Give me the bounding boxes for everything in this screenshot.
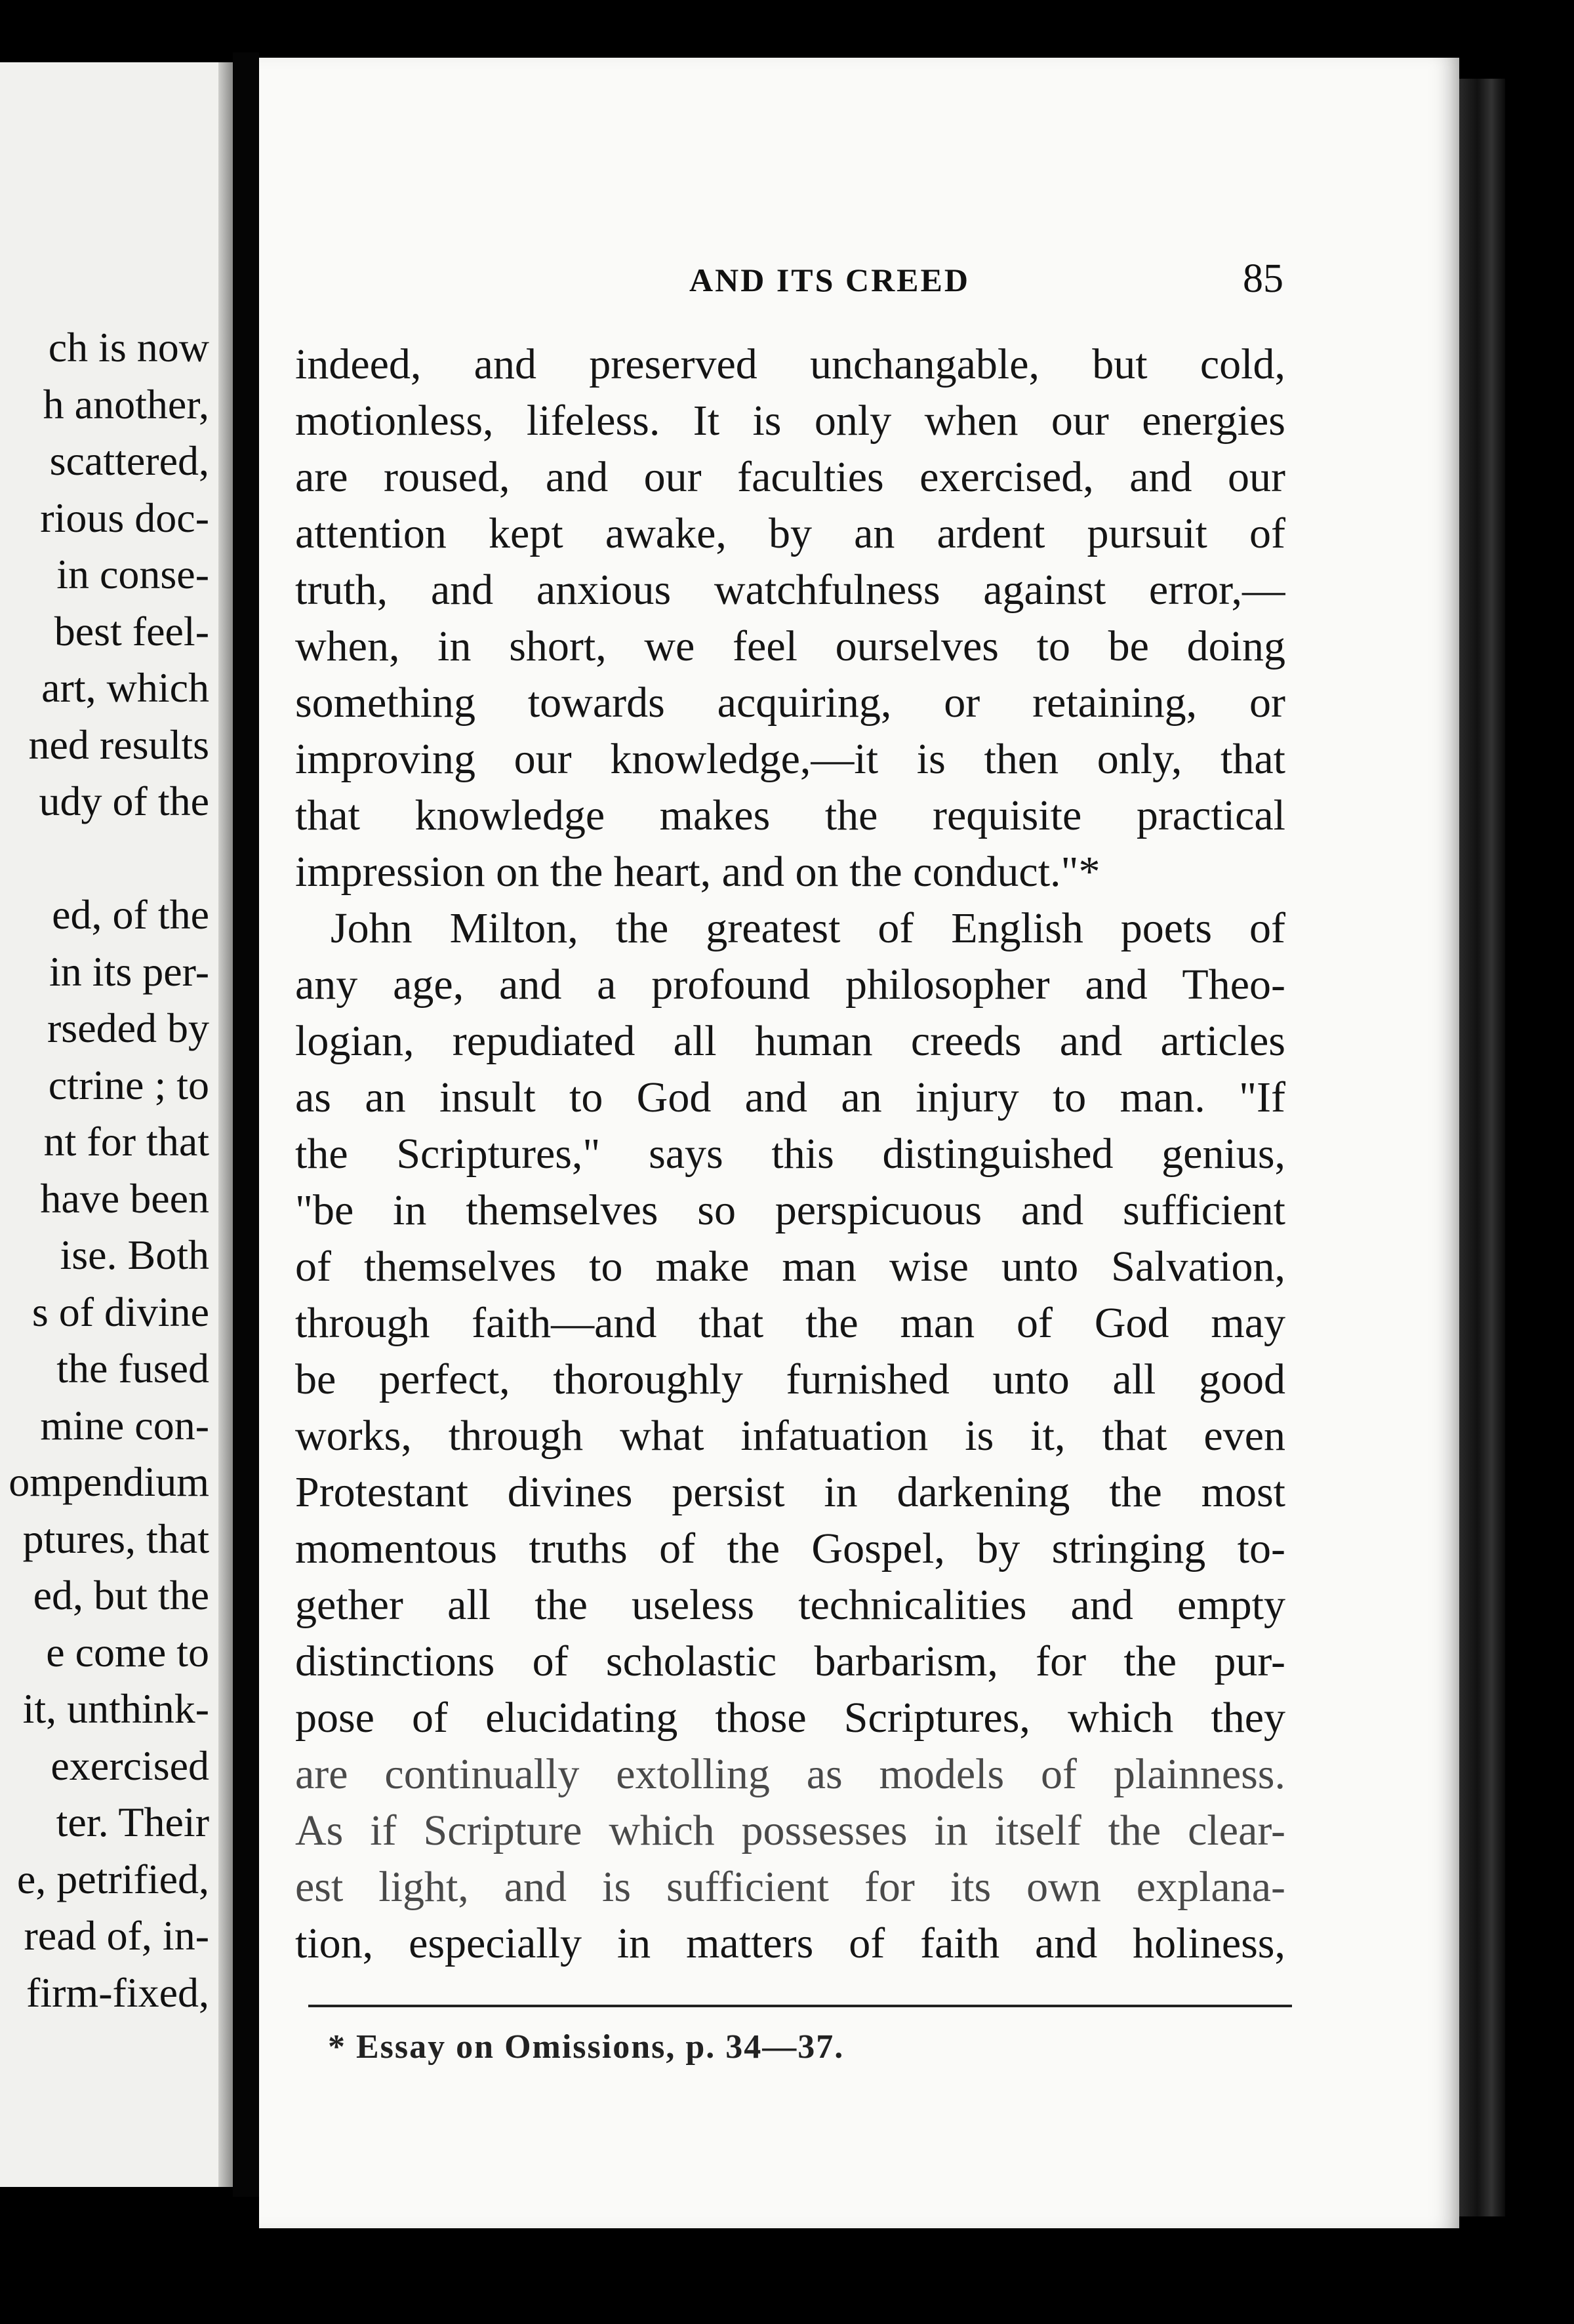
left-page-line: have been	[40, 1174, 209, 1222]
text-line: are roused, and our faculties exercised, and our	[295, 453, 1285, 501]
text-line: pose of elucidating those Scriptures, which they	[295, 1694, 1285, 1742]
left-page-line: e come to	[46, 1628, 209, 1675]
text-line: truth, and anxious watchfulness against error,—	[295, 566, 1285, 614]
text-line: that knowledge makes the requisite practical	[295, 791, 1285, 839]
text-line: when, in short, we feel ourselves to be doing	[295, 622, 1285, 670]
text-line: Protestant divines persist in darkening the most	[295, 1468, 1285, 1516]
text-line: momentous truths of the Gospel, by stringing to-	[295, 1525, 1285, 1573]
book-spine-shadow	[233, 52, 259, 2197]
text-line: through faith—and that the man of God may	[295, 1299, 1285, 1347]
left-page-line: ned results	[28, 721, 209, 768]
text-line: works, through what infatuation is it, that even	[295, 1412, 1285, 1460]
text-line: distinctions of scholastic barbarism, for the pur-	[295, 1637, 1285, 1685]
left-page-line: s of divine	[31, 1288, 209, 1335]
text-line: something towards acquiring, or retaining, or	[295, 679, 1285, 727]
left-page-line: ptures, that	[22, 1515, 209, 1562]
body-text	[295, 336, 1285, 1972]
text-line: attention kept awake, by an ardent pursuit of	[295, 510, 1285, 557]
left-facing-page	[0, 62, 233, 2187]
text-line: be perfect, thoroughly furnished unto all good	[295, 1355, 1285, 1403]
footnote-rule	[308, 2005, 1292, 2007]
text-line: of themselves to make man wise unto Salvation,	[295, 1243, 1285, 1291]
text-line: impression on the heart, and on the conduct."*	[295, 848, 1100, 896]
left-page-line: in its per-	[49, 948, 209, 995]
text-line: As if Scripture which possesses in itself the clear-	[295, 1807, 1285, 1854]
text-line: are continually extolling as models of plainness.	[295, 1750, 1285, 1798]
left-page-line: scattered,	[49, 437, 209, 484]
footnote: * Essay on Omissions, p. 34—37.	[328, 2028, 845, 2066]
left-page-line: e, petrified,	[16, 1855, 209, 1902]
text-line: indeed, and preserved unchangable, but cold,	[295, 340, 1285, 388]
text-line: John Milton, the greatest of English poets of	[331, 904, 1285, 952]
text-line: any age, and a profound philosopher and Theo-	[295, 961, 1285, 1009]
left-page-line: ed, but the	[33, 1572, 209, 1618]
text-line: gether all the useless technicalities and empty	[295, 1581, 1285, 1629]
text-line: tion, especially in matters of faith and holiness,	[295, 1919, 1285, 1967]
running-head: AND ITS CREED	[689, 262, 970, 298]
text-line: est light, and is sufficient for its own explana-	[295, 1863, 1285, 1911]
left-page-line: h another,	[43, 380, 209, 428]
text-line: motionless, lifeless. It is only when our energies	[295, 397, 1285, 445]
text-line: the Scriptures," says this distinguished genius,	[295, 1130, 1285, 1178]
left-page-line: the fused	[56, 1345, 209, 1392]
left-page-line: nt for that	[43, 1118, 209, 1165]
left-page-line: firm-fixed,	[26, 1969, 209, 2016]
left-page-line: read of, in-	[24, 1912, 209, 1959]
left-page-line: rseded by	[47, 1005, 209, 1051]
left-page-line: udy of the	[39, 778, 209, 824]
text-line: improving our knowledge,—it is then only, that	[295, 735, 1285, 783]
left-page-line: ompendium	[9, 1458, 209, 1505]
text-line: as an insult to God and an injury to man. "If	[295, 1073, 1285, 1121]
left-page-line: ch is now	[48, 324, 209, 371]
left-page-line: exercised	[50, 1742, 209, 1789]
page-number: 85	[1243, 256, 1283, 301]
text-line: logian, repudiated all human creeds and articles	[295, 1017, 1285, 1065]
left-page-line: ctrine ; to	[48, 1061, 209, 1108]
left-page-line: in conse-	[56, 551, 209, 597]
left-page-line: art, which	[41, 664, 209, 711]
left-page-line: ed, of the	[52, 891, 209, 938]
left-page-line: ter. Their	[56, 1799, 209, 1845]
left-page-gutter-shadow	[218, 62, 233, 2187]
left-page-line: best feel-	[54, 607, 209, 654]
left-page-line: rious doc-	[40, 494, 209, 541]
left-page-line: mine con-	[40, 1401, 209, 1449]
left-page-line: ise. Both	[60, 1232, 209, 1278]
text-line: "be in themselves so perspicuous and sufficient	[295, 1186, 1285, 1234]
left-page-line: it, unthink-	[22, 1685, 209, 1732]
page-edge-shadow	[1459, 79, 1505, 2216]
